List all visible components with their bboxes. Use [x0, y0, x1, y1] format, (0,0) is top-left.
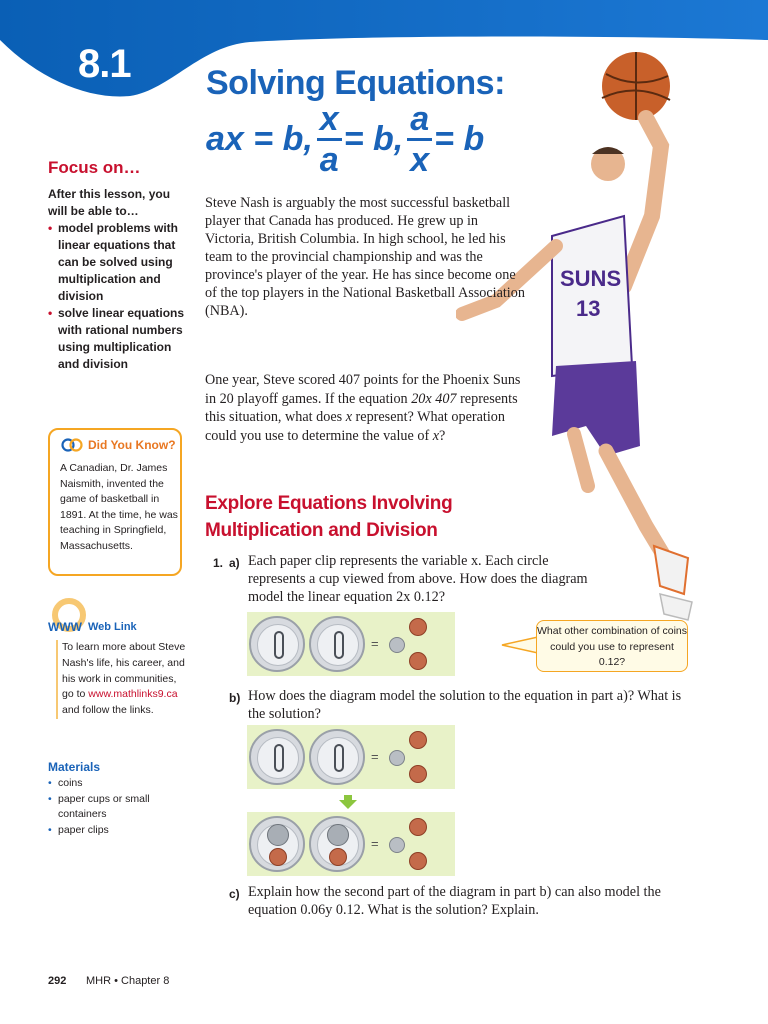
second-paragraph: [205, 371, 530, 445]
title-equations: [206, 99, 485, 179]
web-link-body: [56, 640, 186, 719]
cup-icon: [309, 616, 365, 672]
cup-icon: [309, 816, 365, 872]
web-link-text-after: and follow the links.: [62, 704, 154, 717]
cup-icon: [309, 729, 365, 785]
inline-equation: 20x 407: [411, 390, 457, 407]
equation-2-fraction: [317, 99, 342, 179]
part-c-text: Explain how the second part of the diagram in part b) can also model the equation 0.06y 0.12. What is the solution? Explain.: [248, 884, 661, 918]
nickel-coin-icon: [327, 824, 349, 846]
paragraph-text: One year, Steve scored 407 points for the Phoenix Suns in 20 playoff games. If the equation: [205, 372, 521, 407]
www-icon: WWW: [48, 620, 82, 634]
focus-list: [48, 220, 188, 373]
penny-coin-icon: [409, 731, 427, 749]
penny-coin-icon: [409, 818, 427, 836]
did-you-know-box: [48, 428, 182, 576]
page-number: 292: [48, 975, 67, 987]
inline-variable: x: [345, 409, 352, 425]
svg-text:13: 13: [576, 296, 601, 321]
penny-coin-icon: [409, 852, 427, 870]
rings-icon: [60, 438, 84, 452]
web-link-heading: Web Link: [87, 621, 137, 633]
paragraph-text: represents this situation, what does: [205, 390, 518, 425]
focus-item: • model problems with linear equations that can be solved using multiplication and division: [48, 220, 188, 305]
fraction-denominator: a: [319, 140, 339, 179]
cup-icon: [249, 816, 305, 872]
paper-clip-icon: [274, 744, 284, 772]
explore-heading: Explore Equations Involving Multiplication and Division: [205, 493, 453, 541]
fraction-denominator: x: [410, 140, 430, 179]
web-link-text: To learn more about Steve Nash's life, his career, and his work in communities, go to: [62, 641, 186, 701]
penny-coin-icon: [329, 848, 347, 866]
web-link-header: [48, 620, 137, 634]
penny-coin-icon: [269, 848, 287, 866]
did-you-know-body: A Canadian, Dr. James Naismith, invented the game of basketball in 1891. At the time, he was teaching in Springfield, Massachusetts.: [60, 462, 178, 552]
paragraph-text: represent? What operation could you use to determine the value of: [205, 409, 505, 444]
part-a-label: a): [229, 556, 240, 570]
paper-clip-icon: [334, 631, 344, 659]
inline-variable: x: [432, 427, 440, 444]
paper-clip-icon: [274, 631, 284, 659]
cup-icon: [249, 616, 305, 672]
intro-paragraph: Steve Nash is arguably the most successful basketball player that Canada has produced. He grew up in Victoria, British Columbia. In high school, he led his team to the provincial championship and was the province's player of the year. He has since become one of the top players in the National Basketball Association (NBA).: [205, 195, 525, 319]
penny-coin-icon: [409, 618, 427, 636]
materials-list: [48, 776, 188, 838]
did-you-know-header: [60, 438, 176, 452]
focus-intro: After this lesson, you will be able to…: [48, 187, 171, 218]
arrow-down-icon: [338, 795, 358, 809]
penny-coin-icon: [409, 765, 427, 783]
section-number: 8.1: [78, 42, 131, 86]
chapter-label: MHR • Chapter 8: [86, 975, 170, 987]
diagram-part-b-top: [247, 725, 455, 789]
equation-2-rhs: = b,: [343, 119, 404, 158]
nickel-coin-icon: [267, 824, 289, 846]
fraction-numerator: a: [407, 102, 432, 141]
diagram-part-a: [247, 612, 455, 676]
cup-icon: [249, 729, 305, 785]
basketball-player-image: [456, 46, 696, 626]
focus-item: • solve linear equations with rational numbers using multiplication and division: [48, 305, 188, 373]
materials-item: • paper clips: [48, 823, 188, 839]
equation-1: ax = b,: [206, 119, 313, 158]
part-c-label: c): [229, 887, 240, 901]
dime-coin-icon: [389, 837, 405, 853]
focus-heading: Focus on…: [48, 158, 141, 177]
svg-text:SUNS: SUNS: [560, 266, 622, 291]
fraction-numerator: x: [317, 102, 342, 141]
paper-clip-icon: [334, 744, 344, 772]
equals-sign: =: [371, 836, 379, 851]
web-link-url[interactable]: www.mathlinks9.ca: [88, 688, 178, 701]
equation-3-fraction: [407, 99, 432, 179]
focus-section: [48, 186, 188, 373]
part-a-text: Each paper clip represents the variable x. Each circle represents a cup viewed from above. How does the diagram model the linear equation 2x 0.12?: [248, 553, 588, 605]
did-you-know-heading: Did You Know?: [88, 438, 176, 452]
callout-box: What other combination of coins could you use to represent 0.12?: [536, 620, 688, 672]
dime-coin-icon: [389, 637, 405, 653]
materials-heading: Materials: [48, 760, 101, 774]
part-b-text: How does the diagram model the solution to the equation in part a)? What is the solution?: [248, 688, 682, 722]
materials-item: • coins: [48, 776, 188, 792]
equation-3-rhs: = b: [434, 119, 485, 158]
equals-sign: =: [371, 636, 379, 651]
diagram-part-b-bottom: [247, 812, 455, 876]
question-number: 1.: [213, 556, 224, 570]
page-title: Solving Equations:: [206, 64, 505, 102]
paragraph-text: ?: [439, 427, 446, 444]
dime-coin-icon: [389, 750, 405, 766]
materials-item: • paper cups or small containers: [48, 792, 188, 823]
equals-sign: =: [371, 749, 379, 764]
part-b-label: b): [229, 691, 241, 705]
penny-coin-icon: [409, 652, 427, 670]
callout-pointer: [500, 635, 540, 655]
